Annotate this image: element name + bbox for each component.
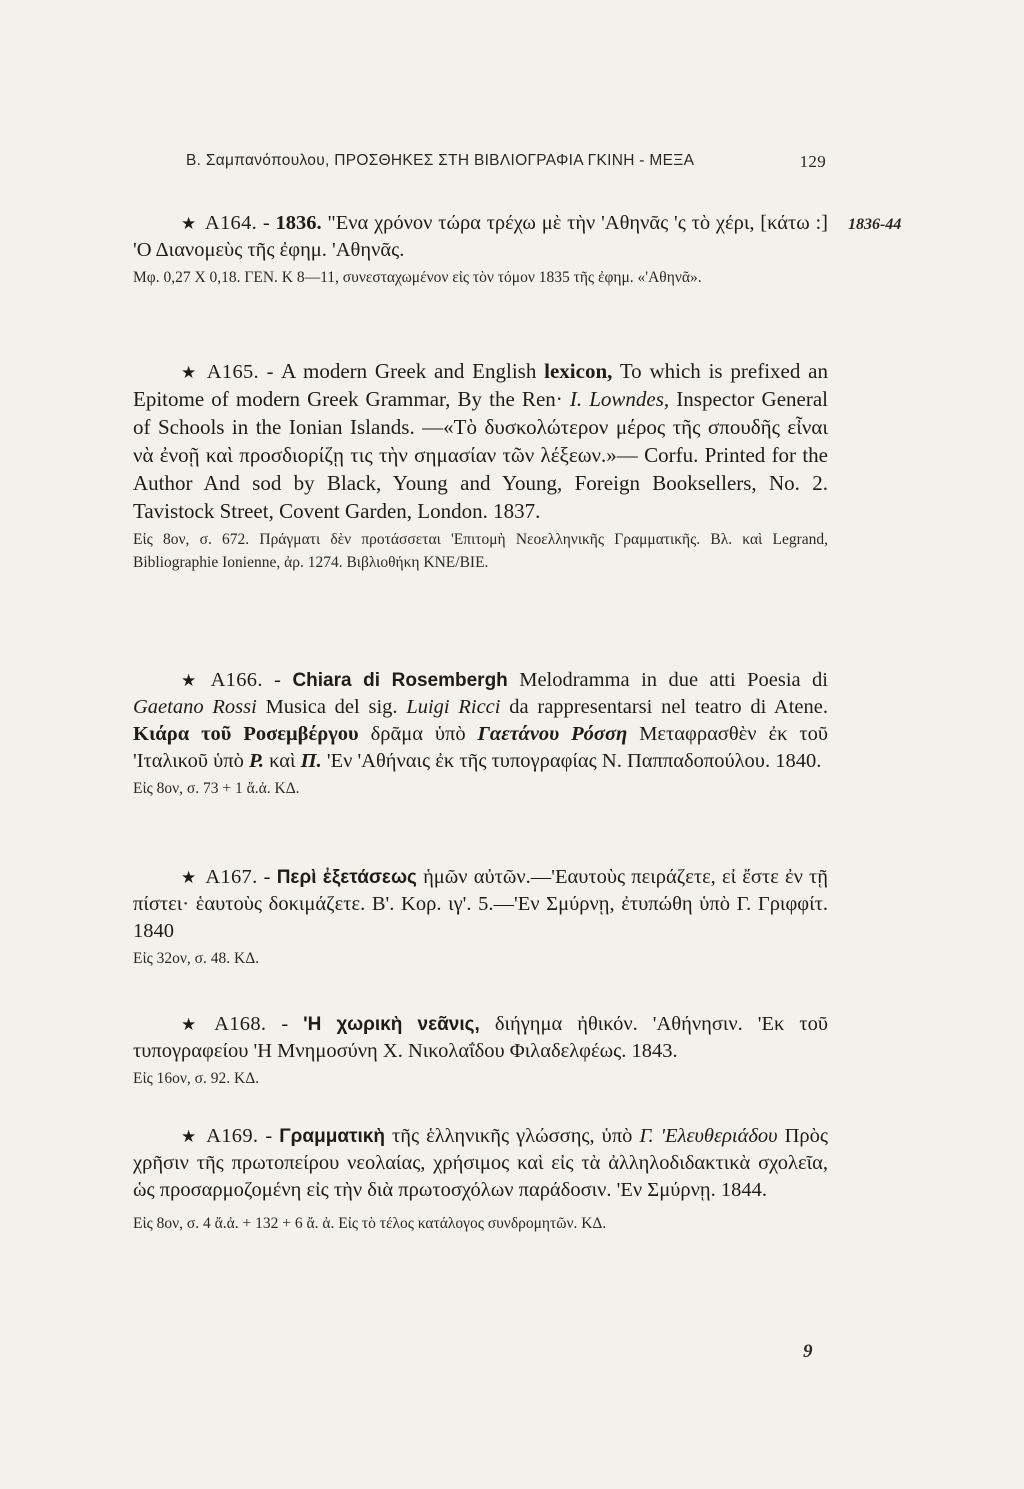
signature-mark: 9 [803,1341,813,1362]
star-icon: ★ [181,868,198,887]
entry-year: 1836. [275,212,322,234]
margin-date-range: 1836-44 [848,216,902,233]
entry-number: Α166. [210,669,263,691]
entry-a165: ★ Α165. - A modern Greek and English lexicon, To which is prefixed an Epitome of modern Greek Grammar, By the Ren· I. Lowndes, Inspector General of Schools in the Ionian Islands. —«Τὸ δυσκολώτερον μέρος τῆς σπουδῆς εἶναι νὰ ἐνοῇ καὶ προσδιορίζῃ τις τὴν σημασίαν τῶν λέξεων.»— Corfu. Printed for the Author And sod by Black, Young and Young, Foreign Booksellers, No. 2. Tavistock Street, Covent Garden, London. 1837. Εἰς 8ον, σ. 672. Πράγματι δὲν προτάσσεται 'Επιτομὴ Νεοελληνικῆς Γραμματικῆς. Βλ. καὶ Legrand, Bibliographie Ionienne, ἀρ. 1274. Βιβλιοθήκη ΚΝΕ/ΒΙΕ. [133,358,828,574]
entry-number: Α164. [204,212,258,234]
entry-number: Α167. [205,866,258,888]
page-number: 129 [799,152,826,171]
star-icon: ★ [181,1015,207,1034]
entry-a164: ★ Α164. - 1836. "Ενα χρόνον τώρα τρέχω μὲ τὴν 'Αθηνᾶς 'ς τὸ χέρι, [κάτω :] 'Ο Διανομεὺς τῆς ἐφημ. 'Αθηνᾶς. Μφ. 0,27 Χ 0,18. ΓΕΝ. Κ 8—11, συνεσταχωμένον εἰς τὸν τόμον 1835 τῆς ἐφημ. «'Αθηνᾶ». [133,210,828,289]
entry-a167: ★ Α167. - Περὶ ἐξετάσεως ἡμῶν αὐτῶν.—'Εαυτοὺς πειράζετε, εἰ ἔστε ἐν τῇ πίστει· ἑαυτοὺς δοκιμάζετε. Β'. Κορ. ιγ'. 5.—'Εν Σμύρνῃ, ἐτυπώθη ὑπὸ Γ. Γριφφίτ. 1840 Εἰς 32ον, σ. 48. ΚΔ. [133,864,828,970]
star-icon: ★ [181,214,197,233]
star-icon: ★ [181,363,199,382]
entry-number: Α165. [206,361,259,383]
entry-note: Εἰς 8ον, σ. 73 + 1 ἄ.ἀ. ΚΔ. [133,780,300,797]
entry-keyword: lexicon, [544,359,613,383]
entry-author: I. Lowndes, [569,387,670,411]
entry-keyword: Περὶ ἐξετάσεως [276,867,417,888]
running-head [186,152,826,170]
running-title: Β. Σαμπανόπουλου, ΠΡΟΣΘΗΚΕΣ ΣΤΗ ΒΙΒΛΙΟΓΡΑΦΙΑ ΓΚΙΝΗ - ΜΕΞΑ [186,152,695,169]
entry-number: Α169. [206,1125,259,1147]
entry-note: Μφ. 0,27 Χ 0,18. ΓΕΝ. Κ 8—11, συνεσταχωμένον εἰς τὸν τόμον 1835 τῆς ἐφημ. «'Αθηνᾶ». [133,269,702,286]
entry-author: Γ. 'Ελευθεριάδου [639,1125,778,1147]
entry-number: Α168. [214,1013,267,1035]
entry-note: Εἰς 8ον, σ. 4 ἄ.ἀ. + 132 + 6 ἄ. ἀ. Εἰς τὸ τέλος κατάλογος συνδρομητῶν. ΚΔ. [133,1215,607,1232]
entry-title: "Ενα χρόνον τώρα τρέχω μὲ τὴν 'Αθηνᾶς 'ς τὸ χέρι, [κάτω :] 'Ο Διανομεὺς τῆς ἐφημ. 'Αθηνᾶς. [133,212,828,261]
entry-a166: ★ Α166. - Chiara di Rosembergh Melodramma in due atti Poesia di Gaetano Rossi Musica del sig. Luigi Ricci da rappresentarsi nel teatro di Atene. Κιάρα τοῦ Ροσεμβέργου δρᾶμα ὑπὸ Γαετάνου Ρόσση Μεταφρασθὲν ἐκ τοῦ 'Ιταλικοῦ ὑπὸ Ρ. καὶ Π. 'Εν 'Αθήναις ἐκ τῆς τυπογραφίας Ν. Παππαδοπούλου. 1840. Εἰς 8ον, σ. 73 + 1 ἄ.ἀ. ΚΔ. [133,667,828,800]
entry-keyword: Chiara di Rosembergh [292,670,508,691]
star-icon: ★ [181,1127,199,1146]
entry-keyword: 'Η χωρικὴ νεᾶνις, [303,1014,480,1035]
entry-note: Εἰς 32ον, σ. 48. ΚΔ. [133,950,260,967]
entry-a169: ★ Α169. - Γραμματικὴ τῆς ἑλληνικῆς γλώσσης, ὑπὸ Γ. 'Ελευθεριάδου Πρὸς χρῆσιν τῆς πρωτοπείρου νεολαίας, χρήσιμος καὶ εἰς τὰ ἀλληλοδιδακτικὰ σχολεῖα, ὡς προσαρμοζομένη εἰς τὴν διὰ πρωτοσχόλων παράδοσιν. 'Εν Σμύρνῃ. 1844. Εἰς 8ον, σ. 4 ἄ.ἀ. + 132 + 6 ἄ. ἀ. Εἰς τὸ τέλος κατάλογος συνδρομητῶν. ΚΔ. [133,1123,828,1235]
entry-keyword: Γραμματικὴ [279,1126,385,1147]
entry-note: Εἰς 16ον, σ. 92. ΚΔ. [133,1070,260,1087]
entry-a168: ★ Α168. - 'Η χωρικὴ νεᾶνις, διήγημα ἠθικόν. 'Αθήνησιν. 'Εκ τοῦ τυπογραφείου 'Η Μνημοσύνη Χ. Νικολαΐδου Φιλαδελφέως. 1843. Εἰς 16ον, σ. 92. ΚΔ. [133,1011,828,1090]
star-icon: ★ [181,671,203,690]
entry-note: Εἰς 8ον, σ. 672. Πράγματι δὲν προτάσσεται 'Επιτομὴ Νεοελληνικῆς Γραμματικῆς. Βλ. καὶ Legrand, Bibliographie Ionienne, ἀρ. 1274. Βιβλιοθήκη ΚΝΕ/ΒΙΕ. [133,531,828,571]
